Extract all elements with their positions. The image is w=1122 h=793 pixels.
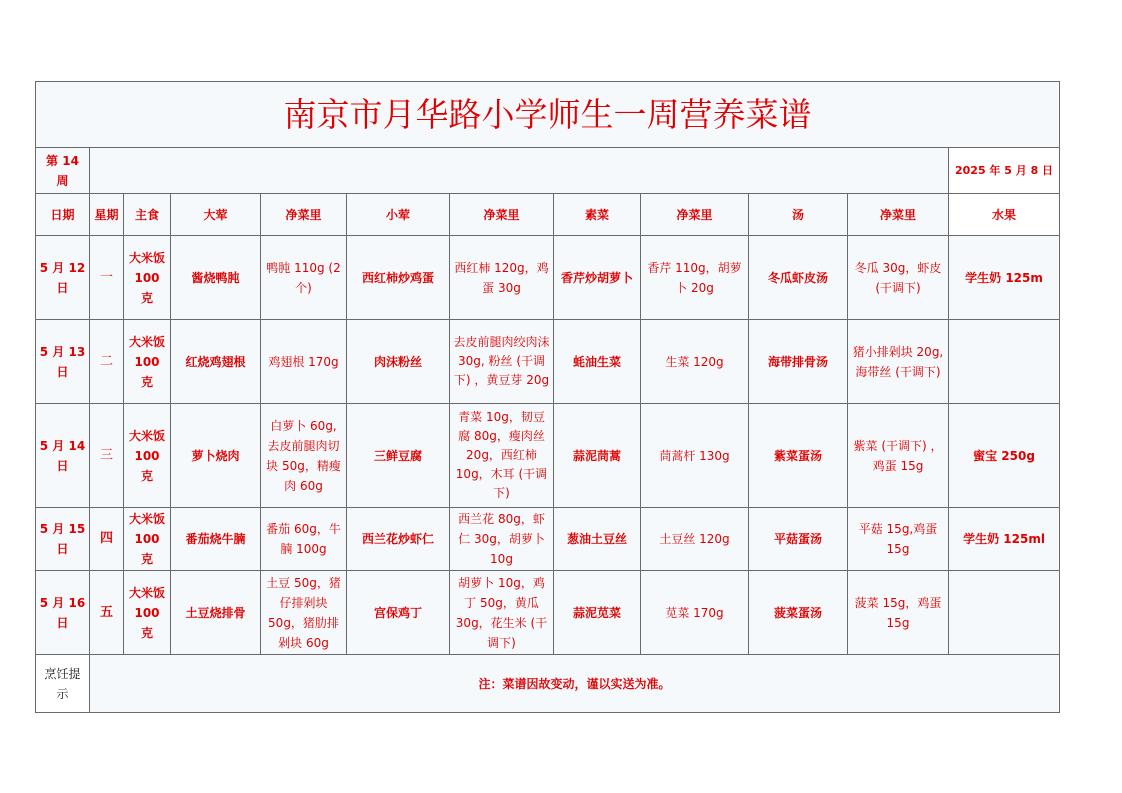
row-date: 5 月 12 日 xyxy=(39,260,86,295)
header-date: 日期 xyxy=(50,207,75,222)
header-small: 小荤 xyxy=(385,207,410,222)
row-small-qty: 胡萝卜 10g，鸡丁 50g，黄瓜 30g，花生米 (干调下) xyxy=(455,575,548,650)
row-soup-qty: 猪小排剁块 20g, 海带丝 (干调下) xyxy=(852,344,944,379)
row-soup-qty: 菠菜 15g，鸡蛋 15g xyxy=(854,595,942,630)
row-veg-qty: 苋菜 170g xyxy=(665,605,724,620)
table-row xyxy=(36,320,1060,404)
header-soup: 汤 xyxy=(791,207,804,222)
row-main-qty: 土豆 50g，猪仔排剁块 50g，猪肋排剁块 60g xyxy=(266,575,341,650)
row-main-qty: 鸡翅根 170g xyxy=(268,354,339,369)
row-veg-qty: 茼蒿杆 130g xyxy=(659,448,730,463)
menu-note: 注：菜谱因故变动，谨以实送为准。 xyxy=(478,676,671,691)
table-row xyxy=(36,571,1060,655)
row-soup-qty: 平菇 15g,鸡蛋 15g xyxy=(858,522,938,556)
row-date: 5 月 15 日 xyxy=(39,522,86,556)
row-small-dish: 西红柿炒鸡蛋 xyxy=(361,270,434,285)
table-row xyxy=(36,236,1060,320)
row-date: 5 月 13 日 xyxy=(39,344,86,379)
header-staple: 主食 xyxy=(134,207,159,222)
row-soup: 紫菜蛋汤 xyxy=(773,448,822,463)
row-fruit: 蜜宝 250g xyxy=(973,448,1035,463)
row-fruit: 学生奶 125m xyxy=(965,270,1043,285)
row-small-dish: 三鲜豆腐 xyxy=(373,448,422,463)
header-weekday: 星期 xyxy=(94,207,119,222)
row-date: 5 月 14 日 xyxy=(39,438,86,473)
row-soup: 海带排骨汤 xyxy=(767,354,828,369)
row-veg-dish: 蚝油生菜 xyxy=(572,354,621,369)
row-staple: 大米饭 100 克 xyxy=(128,428,165,483)
row-small-dish: 宫保鸡丁 xyxy=(373,605,422,620)
info-row xyxy=(36,148,1060,194)
row-staple: 大米饭 100 克 xyxy=(128,250,165,305)
row-small-dish: 西兰花炒虾仁 xyxy=(361,532,434,546)
row-soup: 平菇蛋汤 xyxy=(773,532,822,546)
row-weekday: 一 xyxy=(99,269,113,285)
row-fruit: 学生奶 125ml xyxy=(963,532,1045,546)
row-main-qty: 白萝卜 60g, 去皮前腿肉切块 50g，精瘦肉 60g xyxy=(266,418,341,493)
row-weekday: 四 xyxy=(99,531,113,546)
row-veg-qty: 生菜 120g xyxy=(665,354,724,369)
row-main-dish: 土豆烧排骨 xyxy=(185,605,246,620)
page-title: 南京市月华路小学师生一周营养菜谱 xyxy=(283,94,812,134)
table-row xyxy=(36,508,1060,571)
info-blank xyxy=(90,148,949,194)
row-small-qty: 西红柿 120g，鸡蛋 30g xyxy=(454,260,549,295)
table-row xyxy=(36,404,1060,508)
header-veg-qty: 净菜里 xyxy=(676,207,713,222)
row-staple: 大米饭 100 克 xyxy=(128,334,165,389)
menu-table xyxy=(35,81,1060,713)
row-veg-qty: 土豆丝 120g xyxy=(659,532,730,546)
row-main-dish: 萝卜烧肉 xyxy=(191,448,240,463)
row-small-qty: 青菜 10g，韧豆腐 80g，瘦肉丝 20g，西红柿 10g，木耳 (干调下) xyxy=(455,410,548,500)
row-date: 5 月 16 日 xyxy=(39,595,86,630)
row-main-qty: 番茄 60g，牛腩 100g xyxy=(266,522,341,556)
header-soup-qty: 净菜里 xyxy=(879,207,916,222)
row-weekday: 二 xyxy=(99,353,113,369)
row-veg-dish: 蒜泥茼蒿 xyxy=(572,448,621,463)
week-number: 第 14 周 xyxy=(46,153,79,188)
row-soup-qty: 冬瓜 30g，虾皮 (干调下) xyxy=(854,260,942,295)
header-main: 大荤 xyxy=(203,207,228,222)
row-small-qty: 西兰花 80g，虾仁 30g，胡萝卜 10g xyxy=(458,512,545,566)
date-label: 2025 年 5 月 8 日 xyxy=(954,163,1054,177)
row-veg-dish: 蒜泥苋菜 xyxy=(572,605,621,620)
footer-row xyxy=(36,655,1060,713)
row-veg-dish: 葱油土豆丝 xyxy=(566,532,627,546)
header-row xyxy=(36,194,1060,236)
row-main-dish: 酱烧鸭肫 xyxy=(191,270,240,285)
row-small-qty: 去皮前腿肉绞肉沫 30g, 粉丝 (干调下) ，黄豆芽 20g xyxy=(453,335,550,387)
row-soup: 菠菜蛋汤 xyxy=(773,605,822,620)
header-veg: 素菜 xyxy=(584,207,609,222)
row-soup: 冬瓜虾皮汤 xyxy=(767,270,828,285)
title-row xyxy=(36,82,1060,148)
row-main-dish: 红烧鸡翅根 xyxy=(185,354,246,369)
row-main-dish: 番茄烧牛腩 xyxy=(185,532,246,546)
row-soup-qty: 紫菜 (干调下) ，鸡蛋 15g xyxy=(853,438,943,473)
row-weekday: 三 xyxy=(99,447,113,463)
row-staple: 大米饭 100 克 xyxy=(128,512,165,566)
row-weekday: 五 xyxy=(99,604,113,620)
header-main-qty: 净菜里 xyxy=(285,207,322,222)
row-staple: 大米饭 100 克 xyxy=(128,585,165,640)
row-veg-qty: 香芹 110g，胡萝卜 20g xyxy=(647,260,742,295)
header-fruit: 水果 xyxy=(992,207,1017,222)
header-small-qty: 净菜里 xyxy=(483,207,520,222)
cooking-tips-label: 烹饪提示 xyxy=(44,666,81,701)
row-main-qty: 鸭肫 110g (2 个) xyxy=(266,260,341,295)
row-veg-dish: 香芹炒胡萝卜 xyxy=(560,270,633,285)
row-small-dish: 肉沫粉丝 xyxy=(373,354,422,369)
